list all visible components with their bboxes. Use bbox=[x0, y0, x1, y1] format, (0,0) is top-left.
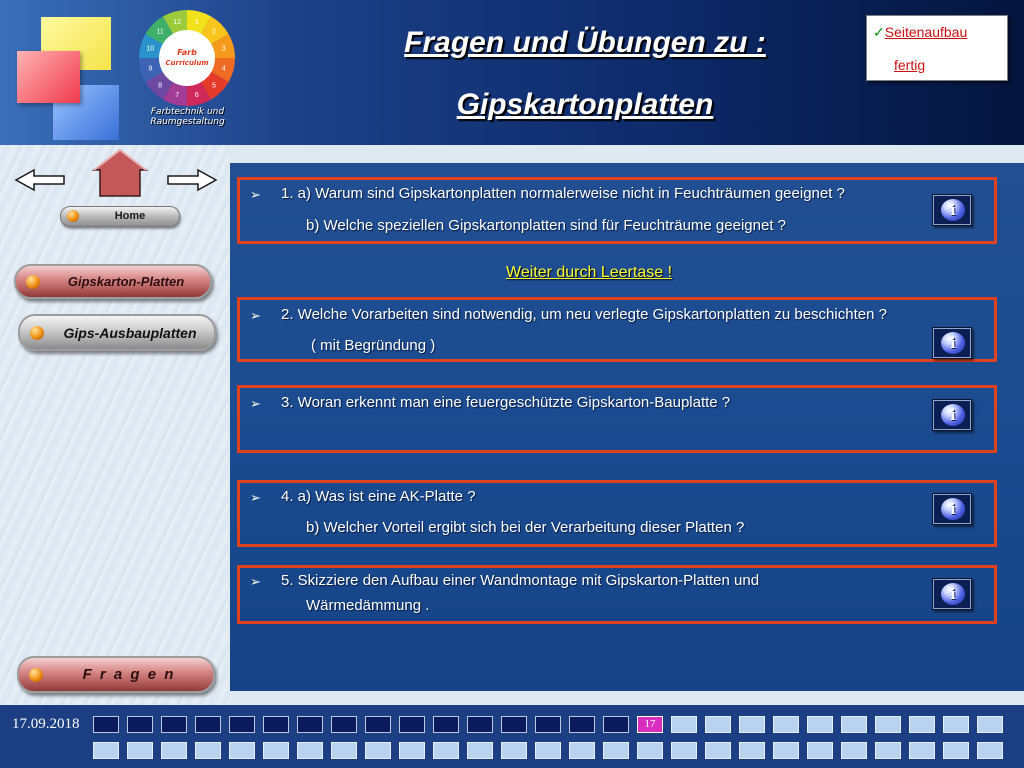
bullet-arrow-icon: ➢ bbox=[250, 187, 261, 202]
question-2-note: ( mit Begründung ) bbox=[311, 337, 436, 354]
slide-button[interactable] bbox=[909, 716, 935, 733]
ring-number: 1 bbox=[194, 18, 199, 26]
slide-button[interactable] bbox=[331, 742, 357, 759]
info-icon: i bbox=[941, 332, 965, 354]
slide-button[interactable] bbox=[569, 742, 595, 759]
slide-button[interactable] bbox=[93, 716, 119, 733]
slide-button[interactable] bbox=[433, 716, 459, 733]
ring-number: 5 bbox=[211, 82, 216, 90]
slide-button[interactable] bbox=[93, 742, 119, 759]
page-title-line2: Gipskartonplatten bbox=[456, 88, 714, 121]
slide-button[interactable] bbox=[365, 716, 391, 733]
slide-button[interactable] bbox=[671, 742, 697, 759]
info-button-3[interactable] bbox=[932, 399, 972, 431]
ring-number: 12 bbox=[173, 18, 182, 26]
slide-button[interactable] bbox=[875, 716, 901, 733]
bullet-arrow-icon: ➢ bbox=[250, 574, 261, 589]
farb-curriculum-logo bbox=[135, 8, 240, 138]
footer-date: 17.09.2018 bbox=[12, 716, 80, 732]
info-icon: i bbox=[941, 404, 965, 426]
top-menu-box bbox=[866, 15, 1008, 81]
info-button-4[interactable] bbox=[932, 493, 972, 525]
menu-seitenaufbau-link[interactable] bbox=[873, 24, 967, 41]
slide-button[interactable] bbox=[807, 716, 833, 733]
slide-button[interactable] bbox=[433, 742, 459, 759]
menu-fertig-link[interactable]: fertig bbox=[894, 57, 926, 73]
question-2-text: 2. Welche Vorarbeiten sind notwendig, um neu verlegte Gipskartonplatten zu beschichten ? bbox=[281, 306, 887, 323]
info-icon: i bbox=[941, 583, 965, 605]
orange-dot-icon bbox=[67, 210, 79, 222]
checkmark-icon: ✓ bbox=[873, 24, 885, 40]
slide-button[interactable] bbox=[773, 742, 799, 759]
slide-button[interactable] bbox=[671, 716, 697, 733]
slide-button[interactable] bbox=[637, 742, 663, 759]
question-5-text: 5. Skizziere den Aufbau einer Wandmontage mit Gipskarton-Platten und bbox=[281, 572, 760, 589]
slide-button[interactable] bbox=[841, 742, 867, 759]
slide-button[interactable] bbox=[263, 742, 289, 759]
slide-button[interactable] bbox=[943, 716, 969, 733]
slide-button[interactable] bbox=[535, 742, 561, 759]
fragen-button[interactable] bbox=[17, 656, 215, 693]
ring-number: 4 bbox=[221, 65, 226, 73]
slide-button[interactable] bbox=[739, 716, 765, 733]
slide-button[interactable] bbox=[603, 742, 629, 759]
slide-button[interactable] bbox=[501, 716, 527, 733]
question-1b-text: b) Welche speziellen Gipskartonplatten sind für Feuchträume geeignet ? bbox=[306, 217, 786, 234]
arrow-right-icon[interactable] bbox=[166, 168, 218, 192]
slide-button[interactable] bbox=[195, 742, 221, 759]
gipskarton-platten-button[interactable] bbox=[14, 264, 212, 299]
page-title-line1: Fragen und Übungen zu : bbox=[404, 26, 766, 59]
gips-ausbauplatten-label: Gips-Ausbauplatten bbox=[63, 324, 197, 341]
slide-button[interactable] bbox=[501, 742, 527, 759]
info-button-2[interactable] bbox=[932, 327, 972, 359]
slide-button[interactable] bbox=[297, 716, 323, 733]
weiter-link[interactable]: Weiter durch Leertase ! bbox=[506, 264, 673, 281]
slide-button[interactable] bbox=[841, 716, 867, 733]
slide-button[interactable] bbox=[909, 742, 935, 759]
bullet-arrow-icon: ➢ bbox=[250, 396, 261, 411]
slide-button[interactable] bbox=[977, 742, 1003, 759]
orange-dot-icon bbox=[26, 275, 40, 289]
slide-button[interactable] bbox=[875, 742, 901, 759]
svg-text:Curriculum: Curriculum bbox=[165, 59, 209, 67]
slide-button[interactable] bbox=[229, 716, 255, 733]
slide-button[interactable] bbox=[161, 716, 187, 733]
bullet-arrow-icon: ➢ bbox=[250, 490, 261, 505]
question-3-text: 3. Woran erkennt man eine feuergeschützte Gipskarton-Bauplatte ? bbox=[281, 394, 731, 411]
question-4b-text: b) Welcher Vorteil ergibt sich bei der Verarbeitung dieser Platten ? bbox=[306, 519, 745, 536]
slide-button[interactable] bbox=[161, 742, 187, 759]
gips-ausbauplatten-button[interactable] bbox=[18, 314, 216, 351]
slide-button[interactable] bbox=[535, 716, 561, 733]
info-button-1[interactable] bbox=[932, 194, 972, 226]
question-1a-text: 1. a) Warum sind Gipskartonplatten normalerweise nicht in Feuchträumen geeignet ? bbox=[281, 185, 845, 202]
svg-text:Farb: Farb bbox=[177, 48, 197, 57]
orange-dot-icon bbox=[30, 326, 44, 340]
slide-button[interactable] bbox=[603, 716, 629, 733]
slide-button[interactable] bbox=[705, 742, 731, 759]
slide-button[interactable] bbox=[977, 716, 1003, 733]
house-icon[interactable] bbox=[92, 148, 148, 198]
slide-button[interactable] bbox=[739, 742, 765, 759]
ring-number: 11 bbox=[156, 28, 164, 36]
ring-number: 2 bbox=[211, 28, 216, 36]
slide-button[interactable] bbox=[773, 716, 799, 733]
info-button-5[interactable] bbox=[932, 578, 972, 610]
slide-button[interactable] bbox=[127, 716, 153, 733]
slide-button[interactable] bbox=[263, 716, 289, 733]
ring-number: 6 bbox=[194, 92, 199, 100]
slide-button[interactable] bbox=[943, 742, 969, 759]
arrow-left-icon[interactable] bbox=[14, 168, 66, 192]
slide-button[interactable] bbox=[229, 742, 255, 759]
ring-number: 8 bbox=[158, 82, 163, 90]
decor-square-red bbox=[17, 51, 80, 103]
slide-button[interactable] bbox=[705, 716, 731, 733]
slide-button[interactable] bbox=[331, 716, 357, 733]
question-5-text-cont: Wärmedämmung . bbox=[306, 597, 430, 614]
bullet-arrow-icon: ➢ bbox=[250, 308, 261, 323]
slide-button[interactable] bbox=[365, 742, 391, 759]
slide-button[interactable] bbox=[195, 716, 221, 733]
slide-button[interactable] bbox=[569, 716, 595, 733]
slide-button[interactable] bbox=[127, 742, 153, 759]
logo-caption-line1: Farbtechnik und bbox=[150, 107, 225, 117]
home-button-label: Home bbox=[114, 210, 146, 222]
slide-button[interactable] bbox=[399, 716, 425, 733]
info-icon: i bbox=[941, 498, 965, 520]
ring-number: 7 bbox=[175, 92, 180, 100]
info-icon: i bbox=[941, 199, 965, 221]
ring-number: 3 bbox=[221, 45, 226, 53]
slide-button-current[interactable]: 17 bbox=[637, 716, 663, 733]
home-button[interactable] bbox=[60, 206, 180, 227]
ring-number: 9 bbox=[148, 65, 153, 73]
fragen-button-label: F r a g e n bbox=[82, 666, 176, 683]
orange-dot-icon bbox=[29, 668, 43, 682]
slide-button[interactable] bbox=[467, 716, 493, 733]
logo-caption-line2: Raumgestaltung bbox=[150, 117, 225, 127]
menu-seitenaufbau-label: Seitenaufbau bbox=[884, 24, 968, 40]
ring-number: 10 bbox=[146, 45, 155, 53]
question-4a-text: 4. a) Was ist eine AK-Platte ? bbox=[281, 488, 476, 505]
gipskarton-platten-label: Gipskarton-Platten bbox=[67, 274, 185, 289]
slide-button[interactable] bbox=[467, 742, 493, 759]
slide-button[interactable] bbox=[297, 742, 323, 759]
left-nav-panel bbox=[0, 145, 228, 705]
logo-caption bbox=[135, 107, 240, 127]
slide-button[interactable] bbox=[399, 742, 425, 759]
slide-button[interactable] bbox=[807, 742, 833, 759]
color-wheel-icon bbox=[135, 8, 240, 108]
